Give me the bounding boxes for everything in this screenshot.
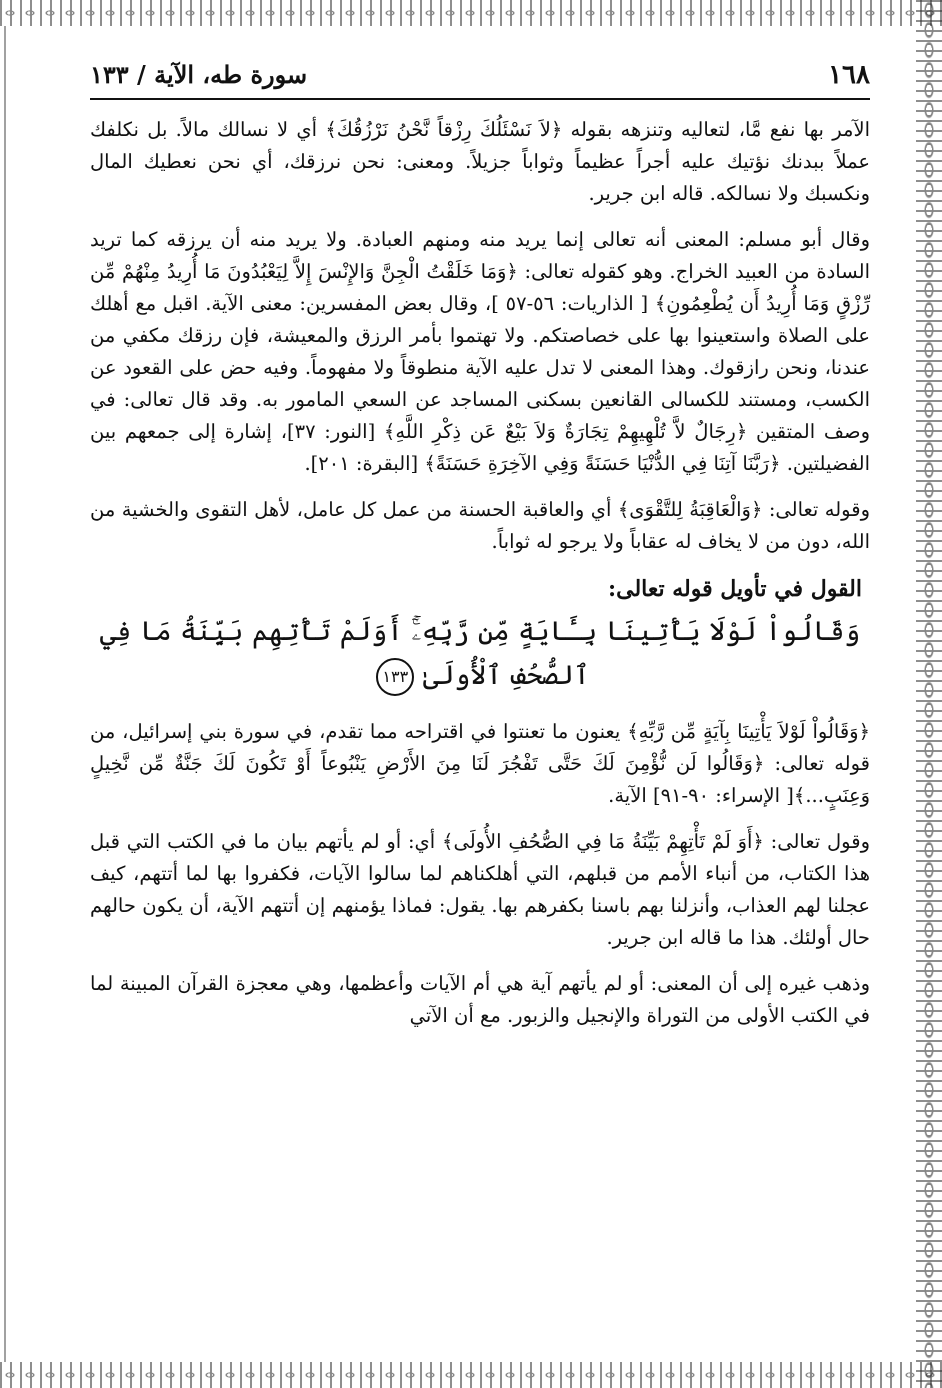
paragraph-1: الآمر بها نفع مَّا، لتعاليه وتنزهه بقوله ﴿لاَ نَسْئَلُكَ رِزْقاً نَّحْنُ نَرْزُقُكَ﴾ أي لا نسالك مالاً. بل نكلفك عملاً ببدنك نؤتيك عليه أجراً عظيماً وثواباً جزيلاً. ومعنى: نحن نرزقك، أي نحن نعطيك المال ونكسبك ولا نسالكه. قاله ابن جرير.: [90, 118, 870, 205]
book-page: [90, 60, 870, 1046]
verse-text: وَقَالُواْ لَوْلَا يَأْتِينَا بِـَٔايَةٍ مِّن رَّبِّهِۦٓۚ أَوَلَمْ تَأْتِهِم بَيِّنَةُ مَا فِي ٱلصُّحُفِ ٱلْأُولَىٰ: [99, 616, 861, 691]
paragraph-3: وقوله تعالى: ﴿وَالْعَاقِبَةُ لِلتَّقْوَى﴾ أي والعاقبة الحسنة من عمل كل عامل، لأهل التقوى والخشية من الله، دون من لا يخاف له عقاباً ولا يرجو له ثواباً.: [90, 498, 870, 553]
decorative-border-top: [0, 0, 942, 26]
decorative-border-left: [4, 26, 6, 1362]
decorative-border-right: [916, 0, 942, 1388]
decorative-border-bottom: [0, 1362, 942, 1388]
page-number: ١٦٨: [828, 60, 870, 90]
section-title: القول في تأويل قوله تعالى:: [608, 576, 862, 602]
running-head: سورة طه، الآية / ١٣٣: [90, 60, 308, 89]
page-header: [90, 60, 870, 100]
paragraph-4: ﴿وَقَالُواْ لَوْلاَ يَأْتِينَا بِآيَةٍ مِّن رَّبِّهِ﴾ يعنون ما تعنتوا في اقتراحه مما تقدم، في سورة بني إسرائيل، من قوله تعالى: ﴿وَقَالُوا لَن نُّؤْمِنَ لَكَ حَتَّى تَفْجُرَ لَنَا مِنَ الأَرْضِ يَنْبُوعاً أَوْ تَكُونَ لَكَ جَنَّةٌ مِّن نَّخِيلٍ وَعِنَبٍ...﴾[ الإسراء: ٩٠-٩١] الآية.: [90, 720, 870, 807]
paragraph-5: وقول تعالى: ﴿أَوَ لَمْ تَأْتِهِمْ بَيِّنَةُ مَا فِي الصُّحُفِ الأُولَى﴾ أي: أو لم يأتهم بيان ما في الكتب التي قبل هذا الكتاب، من أنباء الأمم من قبلهم، التي أهلكناهم لما سالوا الآيات، فكفروا بها لما أتتهم، كيف عجلنا لهم العذاب، وأنزلنا بهم باسنا بكفرهم بها. يقول: فماذا يؤمنهم إن أتتهم الآية، أن يكون حالهم حال أولئك. هذا ما قاله ابن جرير.: [90, 830, 870, 949]
quran-verse: [90, 610, 870, 698]
verse-number: ١٣٣: [376, 658, 414, 696]
paragraph-6: وذهب غيره إلى أن المعنى: أو لم يأتهم آية هي أم الآيات وأعظمها، وهي معجزة القرآن المبينة لما في الكتب الأولى من التوراة والإنجيل والزبور. مع أن الآتي: [90, 972, 870, 1027]
paragraph-2: وقال أبو مسلم: المعنى أنه تعالى إنما يريد منه ومنهم العبادة. ولا يريد منه أن يرزقه كما تريد السادة من العبيد الخراج. وهو كقوله تعالى: ﴿وَمَا خَلَقْتُ الْجِنَّ وَالإِنْسَ إِلاَّ لِيَعْبُدُونَ مَا أُرِيدُ مِنْهُمْ مِّن رِّزْقٍ وَمَا أُرِيدُ أَن يُطْعِمُونِ﴾ [ الذاريات: ٥٦-٥٧ ]، وقال بعض المفسرين: معنى الآية. اقبل مع أهلك على الصلاة واستعينوا بها على خصاصتكم. ولا تهتموا بأمر الرزق والمعيشة، فإن رزقك مكفي من عندنا، ونحن رازقوك. وهذا المعنى لا تدل عليه الآية منطوقاً ولا مفهوماً. وفيه حض على القعود عن الكسب، ومستند للكسالى القانعين بسكنى المساجد عن السعي المامور به. وقد قال تعالى: في وصف المتقين ﴿رِجَالٌ لاَّ تُلْهِيهِمْ تِجَارَةٌ وَلاَ بَيْعٌ عَن ذِكْرِ اللَّهِ﴾ [النور: ٣٧]، إشارة إلى جمعهم بين الفضيلتين. ﴿رَبَّنَا آتِنَا فِي الدُّنْيَا حَسَنَةً وَفِي الآخِرَةِ حَسَنَةً﴾ [البقرة: ٢٠١].: [90, 228, 870, 475]
